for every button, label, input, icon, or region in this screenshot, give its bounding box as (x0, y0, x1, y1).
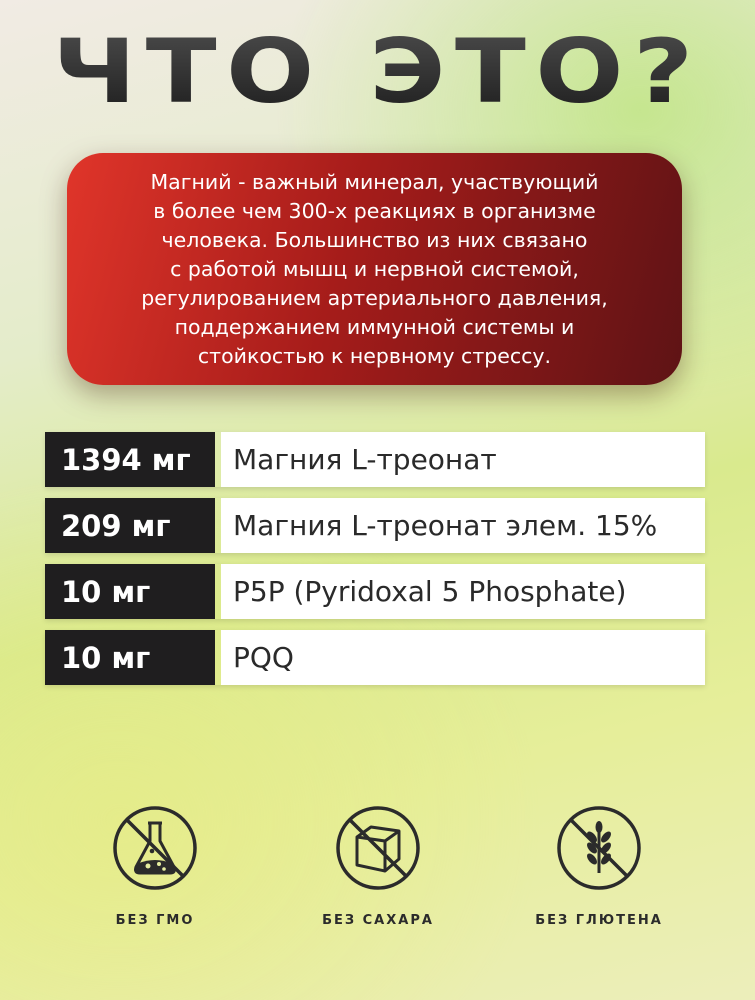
no-gluten-wheat-icon (556, 805, 642, 891)
dose-cell: 10 мг (45, 564, 215, 619)
dose-cell: 1394 мг (45, 432, 215, 487)
page-title: ЧТО ЭТО? (0, 28, 755, 116)
dose-cell: 209 мг (45, 498, 215, 553)
composition-row (45, 432, 705, 487)
badge-label: БЕЗ ГЛЮТЕНА (535, 913, 663, 928)
badge-label: БЕЗ САХАРА (322, 913, 434, 928)
composition-row (45, 630, 705, 685)
ingredient-cell: Магния L-треонат элем. 15% (221, 498, 705, 553)
badge-no-gmo (70, 805, 240, 928)
composition-row (45, 564, 705, 619)
composition-table (45, 432, 705, 696)
badge-no-gluten (514, 805, 684, 928)
badge-no-sugar (293, 805, 463, 928)
info-text: Магний - важный минерал, участвующий в более чем 300-х реакциях в организме человека. Большинство из них связано с работой мышц и нервной системой, регулированием артериального давления, поддержанием иммунной системы и стойкостью к нервному стрессу. (141, 169, 608, 368)
feature-badges (0, 805, 755, 945)
no-gmo-flask-icon (112, 805, 198, 891)
badge-label: БЕЗ ГМО (115, 913, 195, 928)
ingredient-cell: PQQ (221, 630, 705, 685)
ingredient-cell: Магния L-треонат (221, 432, 705, 487)
no-sugar-cube-icon (335, 805, 421, 891)
composition-row (45, 498, 705, 553)
info-box (67, 153, 682, 385)
dose-cell: 10 мг (45, 630, 215, 685)
ingredient-cell: P5P (Pyridoxal 5 Phosphate) (221, 564, 705, 619)
